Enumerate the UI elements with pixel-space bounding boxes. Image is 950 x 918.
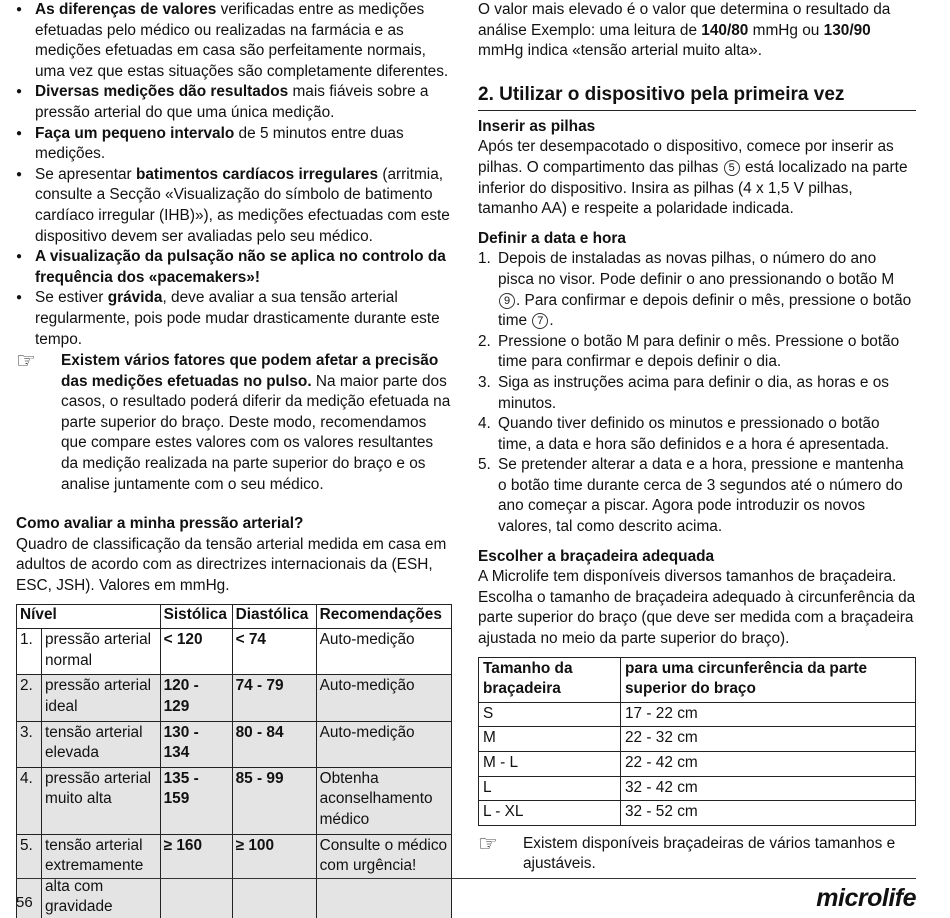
row-systolic: 130 - 134 <box>160 721 232 767</box>
row-recommendation: Auto-medição <box>316 721 451 767</box>
row-diastolic: < 74 <box>232 629 316 675</box>
batteries-title: Inserir as pilhas <box>478 117 596 135</box>
row-level: tensão arterial extremamente alta com gravidade <box>42 834 161 918</box>
row-systolic: 135 - 159 <box>160 767 232 834</box>
row-level: tensão arterial elevada <box>42 721 161 767</box>
row-recommendation: Auto-medição <box>316 629 451 675</box>
row-number: 3. <box>17 721 42 767</box>
col-header-circumference: para uma circunferência da parte superior do braço <box>621 657 916 702</box>
table-row <box>479 702 916 727</box>
table-row <box>17 629 452 675</box>
circumference: 17 - 22 cm <box>621 702 916 727</box>
brand-logo: microlife <box>816 884 916 912</box>
circumference: 22 - 42 cm <box>621 752 916 777</box>
table-row <box>17 767 452 834</box>
row-number: 4. <box>17 767 42 834</box>
col-header-level: Nível <box>17 604 161 629</box>
list-item: ● Diversas medições dão resultados mais fiáveis sobre a pressão arterial do que uma única medição. <box>16 82 452 123</box>
footer-divider <box>16 878 916 879</box>
cuff-size: M <box>479 727 621 752</box>
cuff-size: M - L <box>479 752 621 777</box>
circumference: 32 - 42 cm <box>621 776 916 801</box>
reading-example-text: O valor mais elevado é o valor que determina o resultado da análise Exemplo: uma leitura de 140/80 mmHg ou 130/90 mmHg indica «tensão arterial muito alta». <box>478 1 891 60</box>
wrist-accuracy-note <box>16 351 452 495</box>
row-recommendation: Auto-medição <box>316 675 451 721</box>
cuff-note-text: Existem disponíveis braçadeiras de vários tamanhos e ajustáveis. <box>523 834 896 873</box>
list-item: 3. Siga as instruções acima para definir o dia, as horas e os minutos. <box>478 373 889 412</box>
circumference: 22 - 32 cm <box>621 727 916 752</box>
cuff-size-table <box>478 657 916 826</box>
cuff-text: A Microlife tem disponíveis diversos tamanhos de braçadeira. Escolha o tamanho de braçadeira adequado à circunferência da parte superior do braço (que deve ser medida com a braçadeira ajustada no meio da parte superior do braço). <box>478 568 916 648</box>
table-row <box>479 776 916 801</box>
date-time-steps <box>478 249 916 537</box>
row-diastolic: 74 - 79 <box>232 675 316 721</box>
row-level: pressão arterial normal <box>42 629 161 675</box>
page-number: 56 <box>16 894 33 911</box>
row-systolic: < 120 <box>160 629 232 675</box>
col-header-recommendations: Recomendações <box>316 604 451 629</box>
how-to-evaluate-text: Quadro de classificação da tensão arterial medida em casa em adultos de acordo com as directrizes internacionais da (ESH, ESC, JSH). Valores em mmHg. <box>16 535 447 595</box>
blood-pressure-table <box>16 604 452 918</box>
row-level: pressão arterial ideal <box>42 675 161 721</box>
list-item: 4. Quando tiver definido os minutos e pressionado o botão time, a data e hora são definidos e a hora é apresentada. <box>478 415 890 453</box>
list-item: ● As diferenças de valores verificadas entre as medições efetuadas pelo médico ou realizadas na farmácia e as medições efetuadas em casa são perfeitamente normais, uma vez que estas situações são completamente diferentes. <box>16 0 452 82</box>
date-time-title: Definir a data e hora <box>478 229 626 247</box>
callout-number: 7 <box>532 313 548 329</box>
row-level: pressão arterial muito alta <box>42 767 161 834</box>
list-item: ● Faça um pequeno intervalo de 5 minutos entre duas medições. <box>16 124 452 165</box>
how-to-evaluate-title: Como avaliar a minha pressão arterial? <box>16 515 304 533</box>
list-item: ● Se apresentar batimentos cardíacos irregulares (arritmia, consulte a Secção «Visualização do símbolo de batimento cardíaco irregular (IHB)»), as medições efectuadas com este dispositivo devem ser avaliadas pelo seu médico. <box>16 165 452 247</box>
table-header-row <box>479 657 916 702</box>
list-item: 1. Depois de instaladas as novas pilhas, o número do ano pisca no visor. Pode definir o ano pressionando o botão M 9 . Para confirmar e depois definir o mês, pressione o botão time 7 . <box>478 250 912 330</box>
list-item: ● A visualização da pulsação não se aplica no controlo da frequência dos «pacemakers»! <box>16 247 452 288</box>
section-title: 2. Utilizar o dispositivo pela primeira vez <box>478 83 916 111</box>
table-row <box>17 675 452 721</box>
row-number: 1. <box>17 629 42 675</box>
row-systolic: 120 - 129 <box>160 675 232 721</box>
cuff-size: L <box>479 776 621 801</box>
row-recommendation: Consulte o médico com urgência! <box>316 834 451 918</box>
table-row <box>479 752 916 777</box>
row-diastolic: 80 - 84 <box>232 721 316 767</box>
circumference: 32 - 52 cm <box>621 801 916 826</box>
list-item: 2. Pressione o botão M para definir o mês. Pressione o botão time para confirmar e depois definir o dia. <box>478 332 900 371</box>
list-item: 5. Se pretender alterar a data e a hora, pressione e mantenha o botão time durante cerca de 3 segundos até o número do ano começar a piscar. Agora pode introduzir os novos valores, tal como descrito acima. <box>478 456 904 536</box>
col-header-systolic: Sistólica <box>160 604 232 629</box>
table-row <box>17 721 452 767</box>
row-systolic: ≥ 160 <box>160 834 232 918</box>
col-header-diastolic: Diastólica <box>232 604 316 629</box>
list-item: ● Se estiver grávida, deve avaliar a sua tensão arterial regularmente, pois pode mudar drasticamente durante este tempo. <box>16 288 452 350</box>
callout-number: 5 <box>724 160 740 176</box>
cuff-note <box>478 831 916 875</box>
pointing-hand-icon: ☞ <box>478 831 498 857</box>
cuff-size: S <box>479 702 621 727</box>
callout-number: 9 <box>499 293 515 309</box>
row-number: 2. <box>17 675 42 721</box>
col-header-cuff-size: Tamanho da braçadeira <box>479 657 621 702</box>
row-recommendation: Obtenha aconselhamento médico <box>316 767 451 834</box>
batteries-text: Após ter desempacotado o dispositivo, comece por inserir as pilhas. O compartimento das pilhas 5 está localizado na parte inferior do dispositivo. Insira as pilhas (4 x 1,5 V pilhas, tamanho AA) e respeite a polaridade indicada. <box>478 138 908 218</box>
note-bold: Existem vários fatores que podem afetar a precisão das medições efetuadas no pulso. <box>61 352 439 390</box>
row-diastolic: 85 - 99 <box>232 767 316 834</box>
pointing-hand-icon: ☞ <box>16 349 36 375</box>
table-row <box>479 801 916 826</box>
note-text: Na maior parte dos casos, o resultado poderá diferir da medição efetuada na parte superior do braço. Deste modo, recomendamos que compare estes valores com os valores resultantes da medição realizada na parte superior do braço e os analise juntamente com o seu médico. <box>61 372 451 493</box>
cuff-size: L - XL <box>479 801 621 826</box>
table-row <box>17 834 452 918</box>
cuff-title: Escolher a braçadeira adequada <box>478 547 715 565</box>
tips-list <box>16 0 452 350</box>
row-number: 5. <box>17 834 42 918</box>
right-column <box>478 0 916 875</box>
table-header-row <box>17 604 452 629</box>
left-column <box>16 0 452 918</box>
table-row <box>479 727 916 752</box>
row-diastolic: ≥ 100 <box>232 834 316 918</box>
